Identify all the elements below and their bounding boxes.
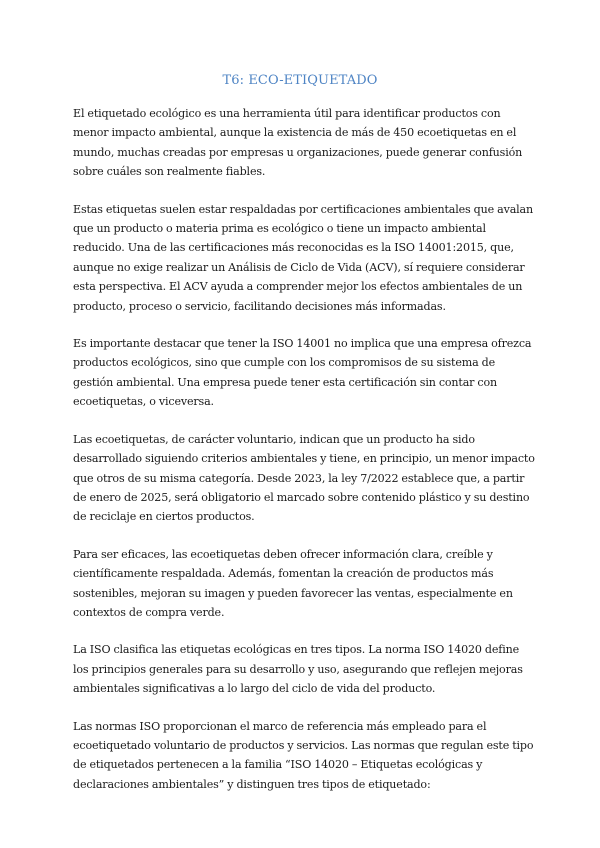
paragraph-certifications: Estas etiquetas suelen estar respaldadas por certificaciones ambientales que avalan que un producto o materia prima es ecológico o tiene un impacto ambiental reducido. Una de las certificaciones más reconocidas es la ISO 14001:2015, que, aunque no exige realizar un Análisis de Ciclo de Vida (ACV), sí requiere considerar esta perspectiva. El ACV ayuda a comprender mejor los efectos ambientales de un producto, proceso o servicio, facilitando decisiones más informadas. <box>73 202 534 313</box>
paragraph-iso-classification: La ISO clasifica las etiquetas ecológicas en tres tipos. La norma ISO 14020 define los principios generales para su desarrollo y uso, asegurando que reflejen mejoras ambientales significativas a lo largo del ciclo de vida del producto. <box>73 643 523 696</box>
paragraph-iso-standards: Las normas ISO proporcionan el marco de referencia más empleado para el ecoetiquetado voluntario de productos y servicios. Las normas que regulan este tipo de etiquetados pertenecen a la familia “ISO 14020 – Etiquetas ecológicas y declaraciones ambientales” y distinguen tres tipos de etiquetado: <box>73 719 534 791</box>
page-title: T6: ECO-ETIQUETADO <box>222 73 378 88</box>
paragraph-effectiveness: Para ser eficaces, las ecoetiquetas deben ofrecer información clara, creíble y científicamente respaldada. Además, fomentan la creación de productos más sostenibles, mejoran su imagen y pueden favorecer las ventas, especialmente en contextos de compra verde. <box>73 547 513 619</box>
document-body <box>73 104 535 812</box>
paragraph-voluntary-ecolabels: Las ecoetiquetas, de carácter voluntario, indican que un producto ha sido desarrollado siguiendo criterios ambientales y tiene, en principio, un menor impacto que otros de su misma categoría. Desde 2023, la ley 7/2022 establece que, a partir de enero de 2025, será obligatorio el marcado sobre contenido plástico y su destino de reciclaje en ciertos productos. <box>73 432 535 524</box>
paragraph-iso-14001: Es importante destacar que tener la ISO 14001 no implica que una empresa ofrezca productos ecológicos, sino que cumple con los compromisos de su sistema de gestión ambiental. Una empresa puede tener esta certificación sin contar con ecoetiquetas, o viceversa. <box>73 337 532 409</box>
paragraph-ecolabel-intro: El etiquetado ecológico es una herramienta útil para identificar productos con menor impacto ambiental, aunque la existencia de más de 450 ecoetiquetas en el mundo, muchas creadas por empresas u organizaciones, puede generar confusión sobre cuáles son realmente fiables. <box>73 107 523 179</box>
